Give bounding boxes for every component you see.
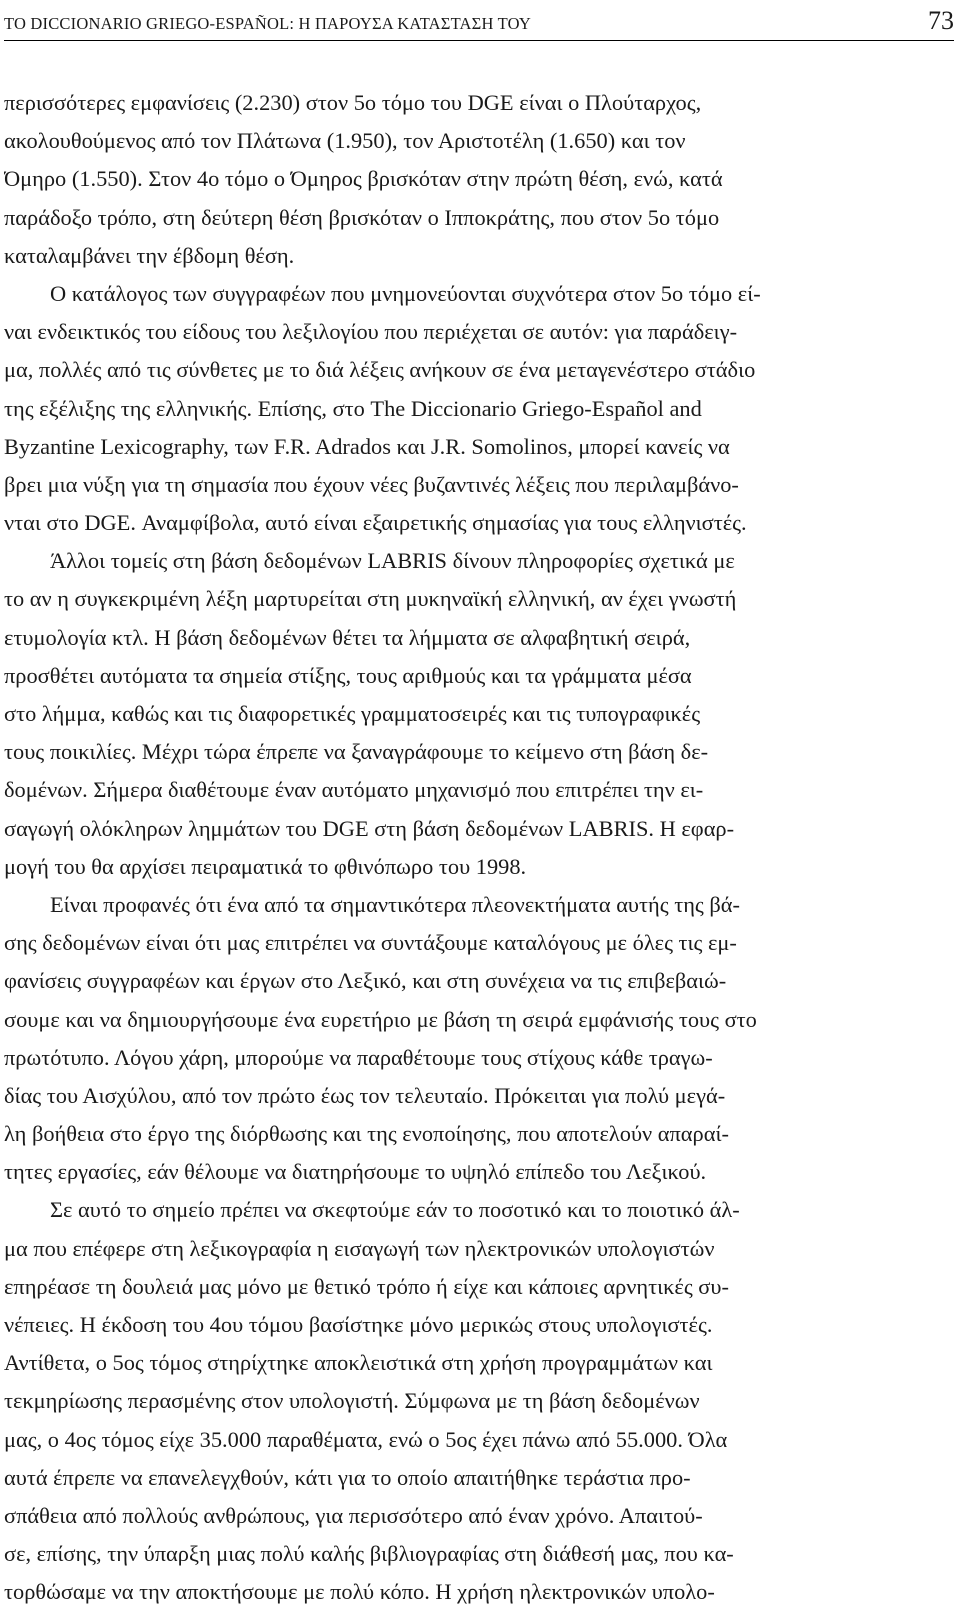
text-line: τεκμηρίωσης περασμένης στον υπολογιστή. Σύμφωνα με τη βάση δεδομένων [4,1388,700,1414]
text-line: σαγωγή ολόκληρων λημμάτων του DGE στη βάση δεδομένων LABRIS. Η εφαρ- [4,815,735,841]
text-line: τους ποικιλίες. Μέχρι τώρα έπρεπε να ξαναγράφουμε το κείμενο στη βάση δε- [4,739,709,765]
text-line: σης δεδομένων είναι ότι μας επιτρέπει να συντάξουμε καταλόγους με όλες τις εμ- [4,930,737,956]
paragraph-first-line: Είναι προφανές ότι ένα από τα σημαντικότερα πλεονεκτήματα αυτής της βά- [50,891,740,917]
text-line: δομένων. Σήμερα διαθέτουμε έναν αυτόματο μηχανισμό που επιτρέπει την ει- [4,777,704,803]
text-line: περισσότερες εμφανίσεις (2.230) στον 5ο τόμο του DGE είναι ο Πλούταρχος, [4,90,702,115]
text-line: τορθώσαμε να την αποκτήσουμε με πολύ κόπο. Η χρήση ηλεκτρονικών υπολο- [4,1579,715,1605]
text-line: Byzantine Lexicography, των F.R. Adrados και J.R. Somolinos, μπορεί κανείς να [4,433,730,459]
text-line: Αντίθετα, ο 5ος τόμος στηρίχτηκε αποκλειστικά στη χρήση προγραμμάτων και [4,1350,713,1376]
text-line: στο λήμμα, καθώς και τις διαφορετικές γραμματοσειρές και τις τυπογραφικές [4,701,701,726]
text-line: βρει μια νύξη για τη σημασία που έχουν νέες βυζαντινές λέξεις που περιλαμβάνο- [4,471,739,497]
paragraph-first-line: Ο κατάλογος των συγγραφέων που μνημονεύονται συχνότερα στον 5ο τόμο εί- [50,280,761,306]
text-line: πρωτότυπο. Λόγου χάρη, μπορούμε να παραθέτουμε τους στίχους κάθε τραγω- [4,1044,713,1070]
text-line: δίας του Αισχύλου, από τον πρώτο έως τον τελευταίο. Πρόκειται για πολύ μεγά- [4,1082,726,1108]
text-line: ακολουθούμενος από τον Πλάτωνα (1.950), τον Αριστοτέλη (1.650) και τον [4,128,686,154]
text-line: νται στο DGE. Αναμφίβολα, αυτό είναι εξαιρετικής σημασίας για τους ελληνιστές. [4,510,747,536]
page-number: 73 [928,6,954,35]
text-line: καταλαμβάνει την έβδομη θέση. [4,242,295,268]
text-line: σπάθεια από πολλούς ανθρώπους, για περισσότερο από έναν χρόνο. Απαιτού- [4,1502,703,1528]
paragraph-first-line: Άλλοι τομείς στη βάση δεδομένων LABRIS δίνουν πληροφορίες σχετικά με [50,548,735,574]
text-line: σε, επίσης, την ύπαρξη μιας πολύ καλής βιβλιογραφίας στη διάθεσή μας, που κα- [4,1541,734,1567]
text-line: επηρέασε τη δουλειά μας μόνο με θετικό τρόπο ή είχε και κάποιες αρνητικές συ- [4,1273,729,1299]
text-line: λη βοήθεια στο έργο της διόρθωσης και της ενοποίησης, που αποτελούν απαραί- [4,1121,729,1147]
text-line: σουμε και να δημιουργήσουμε ένα ευρετήριο με βάση τη σειρά εμφάνισής τους στο [4,1006,757,1032]
text-line: ναι ενδεικτικός του είδους του λεξιλογίου που περιέχεται σε αυτόν: για παράδειγ- [4,319,738,345]
text-line: αυτά έπρεπε να επανελεγχθούν, κάτι για το οποίο απαιτήθηκε τεράστια προ- [4,1464,691,1490]
running-header [4,0,954,41]
text-line: Όμηρο (1.550). Στον 4ο τόμο ο Όμηρος βρισκόταν στην πρώτη θέση, ενώ, κατά [4,166,723,192]
text-line: παράδοξο τρόπο, στη δεύτερη θέση βρισκόταν ο Ιπποκράτης, που στον 5ο τόμο [4,204,720,230]
text-line: μα, πολλές από τις σύνθετες με το διά λέξεις ανήκουν σε ένα μεταγενέστερο στάδιο [4,357,756,383]
text-line: μογή του θα αρχίσει πειραματικά το φθινόπωρο του 1998. [4,853,527,879]
text-line: ετυμολογία κτλ. Η βάση δεδομένων θέτει τα λήμματα σε αλφαβητική σειρά, [4,624,691,650]
text-line: μας, ο 4ος τόμος είχε 35.000 παραθέματα, ενώ ο 5ος έχει πάνω από 55.000. Όλα [4,1426,728,1452]
body-text [4,84,954,1612]
text-line: το αν η συγκεκριμένη λέξη μαρτυρείται στη μυκηναϊκή ελληνική, αν έχει γνωστή [4,586,737,612]
text-line: προσθέτει αυτόματα τα σημεία στίξης, τους αριθμούς και τα γράμματα μέσα [4,662,692,688]
text-line: μα που επέφερε στη λεξικογραφία η εισαγωγή των ηλεκτρονικών υπολογιστών [4,1235,715,1261]
running-title: ΤΟ DICCIONARIO GRIEGO-ESPAÑOL: Η ΠΑΡΟΥΣΑ ΚΑΤΑΣΤΑΣΗ ΤΟΥ [4,14,531,33]
paragraph-first-line: Σε αυτό το σημείο πρέπει να σκεφτούμε εάν το ποσοτικό και το ποιοτικό άλ- [50,1197,740,1223]
text-line: τητες εργασίες, εάν θέλουμε να διατηρήσουμε το υψηλό επίπεδο του Λεξικού. [4,1159,707,1185]
text-line: φανίσεις συγγραφέων και έργων στο Λεξικό, και στη συνέχεια να τις επιβεβαιώ- [4,968,727,994]
text-line: της εξέλιξης της ελληνικής. Επίσης, στο The Diccionario Griego-Español and [4,395,702,421]
text-line: νέπειες. Η έκδοση του 4ου τόμου βασίστηκε μόνο μερικώς στους υπολογιστές. [4,1312,713,1337]
